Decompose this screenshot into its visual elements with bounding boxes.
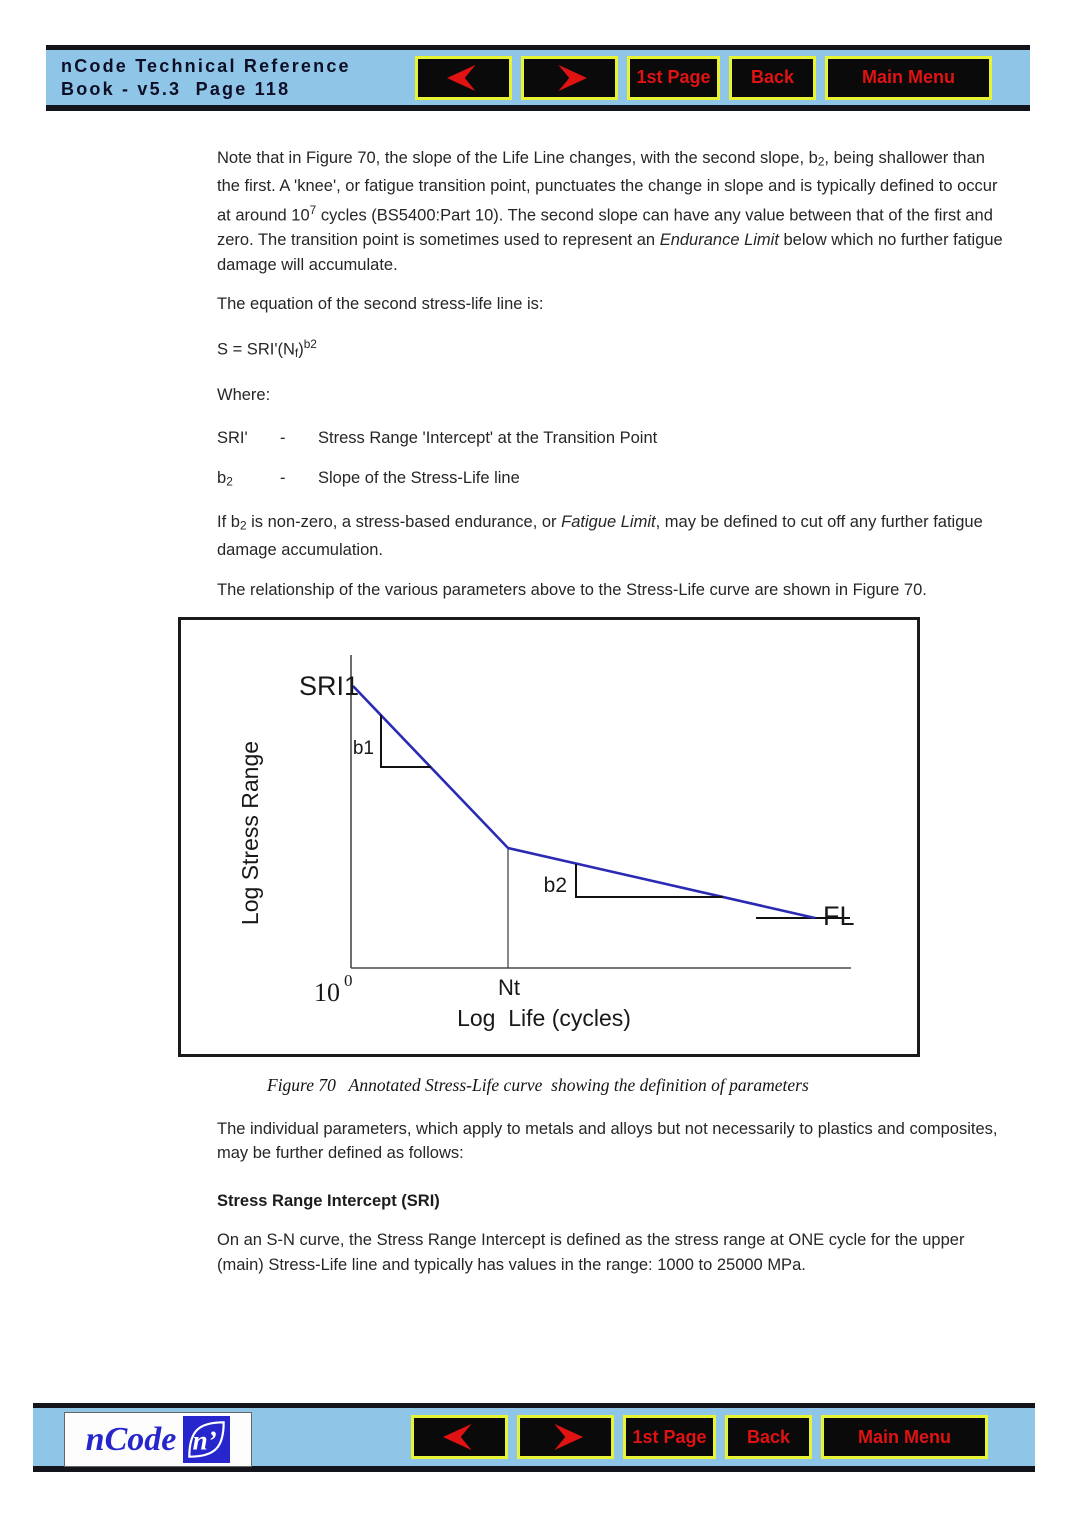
- bottom-toolbar: [33, 1403, 1035, 1472]
- paragraph-sn-curve: On an S-N curve, the Stress Range Intercept is defined as the stress range at ONE cycle for the upper (main) Stress-Life line and typically has values in the range: 1000 to 25000 MPa.: [217, 1231, 965, 1274]
- paragraph-equation-intro: The equation of the second stress-life line is:: [217, 295, 544, 314]
- fl-label: FL: [823, 901, 855, 932]
- definition-row-sri: [217, 426, 1012, 451]
- next-page-button[interactable]: [517, 1415, 614, 1459]
- back-button[interactable]: Back: [729, 56, 816, 100]
- top-nav: [415, 56, 992, 100]
- paragraph-fatigue-limit: If $b_2$ is non-zero, a stress-based endurance, or Fatigue Limit, may be defined to cut off any further fatigue damage accumulation.: [217, 513, 983, 560]
- page-content: [217, 146, 1012, 1292]
- figure-70-stress-life-chart: [178, 617, 920, 1057]
- title-line-1: nCode Technical Reference: [61, 56, 351, 76]
- bottom-nav: [411, 1415, 988, 1459]
- main-menu-button[interactable]: Main Menu: [821, 1415, 988, 1459]
- definition-term: $b_2$: [217, 469, 233, 489]
- nt-label: Nt: [498, 975, 520, 1001]
- arrow-left-icon: [435, 61, 493, 95]
- ncode-logo: [64, 1412, 252, 1467]
- origin-exponent: 0: [344, 971, 353, 991]
- prev-page-button[interactable]: [411, 1415, 508, 1459]
- main-menu-button[interactable]: Main Menu: [825, 56, 992, 100]
- first-page-button[interactable]: 1st Page: [627, 56, 720, 100]
- arrow-right-icon: [541, 61, 599, 95]
- next-page-button[interactable]: [521, 56, 618, 100]
- sri1-label: SRI1: [299, 671, 360, 702]
- x-axis-label: Log Life (cycles): [457, 1005, 631, 1032]
- paragraph-intro: Note that in Figure 70, the slope of the Life Line changes, with the second slope, $b_2$, being shallower than the first. A 'knee', or fatigue transition point, punctuates the change in slope and is typically defined to occur at around $10^7$ cycles (BS5400:Part 10). The second slope can have any value between that of the first and zero. The transition point is sometimes used to represent an Endurance Limit below which no further fatigue damage will accumulate.: [217, 149, 1003, 274]
- y-axis-label: Log Stress Range: [237, 741, 263, 926]
- figure-caption: Figure 70 Annotated Stress-Life curve showing the definition of parameters: [267, 1075, 809, 1096]
- top-toolbar: [46, 45, 1030, 111]
- stress-life-curve-plot: [181, 620, 917, 1054]
- document-title: [61, 55, 351, 101]
- first-page-button[interactable]: 1st Page: [623, 1415, 716, 1459]
- equation: $S = SRI'(N_f)^{b2}$: [217, 336, 317, 360]
- definition-row-b2: [217, 466, 1012, 494]
- ncode-logo-mark: [183, 1416, 230, 1463]
- definition-dash: -: [280, 469, 286, 488]
- ncode-logo-text: nCode: [85, 1420, 177, 1458]
- arrow-right-icon: [537, 1420, 595, 1454]
- arrow-left-icon: [431, 1420, 489, 1454]
- ncode-n-icon: [183, 1416, 230, 1463]
- definition-desc: Stress Range 'Intercept' at the Transition Point: [318, 428, 658, 447]
- ncode-n-glyph: n’: [192, 1425, 218, 1456]
- paragraph-individual-parameters: The individual parameters, which apply to metals and alloys but not necessarily to plastics and composites, may be further defined as follows:: [217, 1119, 998, 1163]
- definition-desc: Slope of the Stress-Life line: [318, 469, 520, 488]
- b2-label: b2: [543, 874, 567, 898]
- stress-life-curve: [353, 686, 815, 918]
- definition-term: SRI': [217, 428, 248, 447]
- heading-stress-range-intercept: Stress Range Intercept (SRI): [217, 1191, 440, 1210]
- prev-page-button[interactable]: [415, 56, 512, 100]
- definition-dash: -: [280, 428, 286, 447]
- b1-label: b1: [352, 738, 374, 760]
- where-label: Where:: [217, 386, 271, 405]
- paragraph-relationship: The relationship of the various parameters above to the Stress-Life curve are shown in Figure 70.: [217, 580, 927, 599]
- back-button[interactable]: Back: [725, 1415, 812, 1459]
- title-line-2: Book - v5.3 Page 118: [61, 79, 291, 99]
- origin-label: 10: [314, 978, 340, 1008]
